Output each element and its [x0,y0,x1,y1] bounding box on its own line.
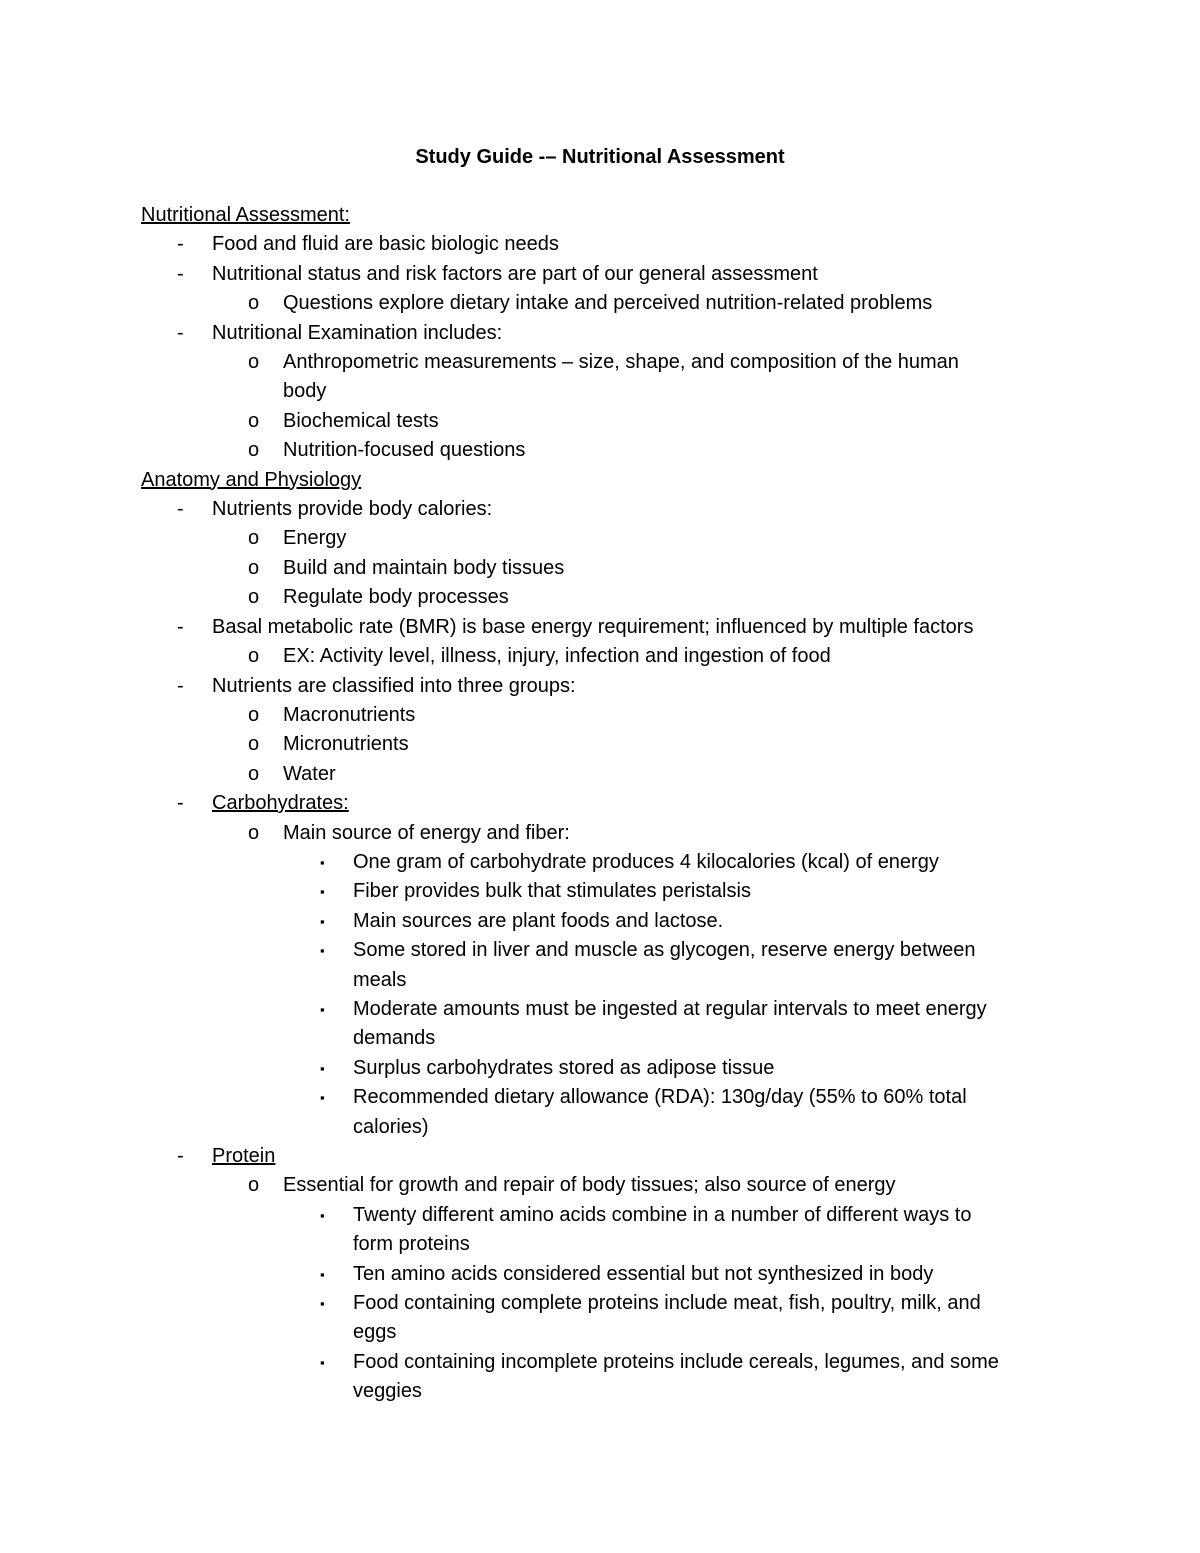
circle-bullet: o [248,527,260,550]
list-item-continuation [141,1377,1061,1406]
list-item-text: veggies [353,1380,422,1403]
list-item-text: Some stored in liver and muscle as glycogen, reserve energy between [353,939,976,962]
circle-bullet: o [248,292,260,315]
list-item [141,495,1061,524]
list-item-text: calories) [353,1115,429,1138]
section-heading-text: Nutritional Assessment: [141,204,350,226]
list-item-text: Ten amino acids considered essential but not synthesized in body [353,1262,934,1285]
list-item [141,819,1061,848]
list-item [141,613,1061,642]
list-item [141,730,1061,759]
dash-bullet: - [177,233,184,256]
list-item [141,936,1061,965]
list-item [141,319,1061,348]
list-item [141,407,1061,436]
circle-bullet: o [248,762,260,785]
list-item [141,760,1061,789]
list-item-text: eggs [353,1321,397,1344]
list-item-text: Anthropometric measurements – size, shape, and composition of the human [283,351,959,374]
square-bullet: ▪ [320,1207,325,1223]
circle-bullet: o [248,821,260,844]
list-item [141,877,1061,906]
list-item [141,583,1061,612]
square-bullet: ▪ [320,1090,325,1106]
list-item-text: Food containing complete proteins include meat, fish, poultry, milk, and [353,1292,981,1315]
list-item [141,1054,1061,1083]
list-item-text: Nutrients provide body calories: [212,498,493,521]
list-item [141,1348,1061,1377]
list-item [141,1260,1061,1289]
list-item-continuation [141,966,1061,995]
circle-bullet: o [248,409,260,432]
circle-bullet: o [248,586,260,609]
list-item [141,672,1061,701]
list-item-text: Recommended dietary allowance (RDA): 130g/day (55% to 60% total [353,1086,967,1109]
dash-bullet: - [177,321,184,344]
list-item [141,554,1061,583]
list-item [141,348,1061,377]
list-item-text: Build and maintain body tissues [283,556,565,579]
section-heading [141,466,1061,495]
list-item-text: Questions explore dietary intake and perceived nutrition-related problems [283,292,933,315]
list-item-text: Water [283,762,336,785]
square-bullet: ▪ [320,1296,325,1312]
list-item-text: Nutrition-focused questions [283,439,526,462]
dash-bullet: - [177,1145,184,1167]
list-item-text: Energy [283,527,347,550]
list-item-text: Fiber provides bulk that stimulates peristalsis [353,880,751,903]
list-item-text: Main sources are plant foods and lactose. [353,909,724,932]
list-item [141,524,1061,553]
list-item [141,1083,1061,1112]
list-item-text: Nutrients are classified into three groups: [212,674,576,697]
list-item-continuation [141,1024,1061,1053]
list-item-continuation [141,1230,1061,1259]
section-heading-text: Anatomy and Physiology [141,468,362,491]
list-item [141,260,1061,289]
list-item [141,789,1061,818]
circle-bullet: o [248,645,260,668]
list-item-text: demands [353,1027,436,1050]
list-item-text: body [283,380,327,403]
square-bullet: ▪ [320,913,325,929]
list-item-text: Nutritional Examination includes: [212,321,503,344]
outline-body [141,201,1061,1407]
list-item [141,642,1061,671]
list-item [141,436,1061,465]
dash-bullet: - [177,498,184,521]
circle-bullet: o [248,439,260,462]
list-item-text: Micronutrients [283,733,409,756]
list-item [141,995,1061,1024]
square-bullet: ▪ [320,1060,325,1076]
dash-bullet: - [177,674,184,697]
square-bullet: ▪ [320,854,325,870]
list-item-text: Essential for growth and repair of body tissues; also source of energy [283,1174,896,1197]
list-item-text: Nutritional status and risk factors are part of our general assessment [212,262,818,285]
list-item-text: meals [353,968,407,991]
circle-bullet: o [248,1174,260,1197]
list-item [141,1142,1061,1171]
list-item [141,1289,1061,1318]
square-bullet: ▪ [320,1001,325,1017]
list-item [141,1201,1061,1230]
list-item [141,1171,1061,1200]
circle-bullet: o [248,733,260,756]
square-bullet: ▪ [320,1266,325,1282]
circle-bullet: o [248,556,260,579]
dash-bullet: - [177,615,184,638]
list-item-text: Biochemical tests [283,409,439,432]
list-item-text: Basal metabolic rate (BMR) is base energy requirement; influenced by multiple factors [212,615,974,638]
list-item-text: form proteins [353,1233,470,1256]
list-item-text: Surplus carbohydrates stored as adipose tissue [353,1056,775,1079]
list-item-text: One gram of carbohydrate produces 4 kilocalories (kcal) of energy [353,850,939,873]
list-item-continuation [141,377,1061,406]
list-item-text: EX: Activity level, illness, injury, infection and ingestion of food [283,645,831,668]
list-item-text: Food containing incomplete proteins include cereals, legumes, and some [353,1350,999,1373]
page-title: Study Guide -– Nutritional Assessment [415,146,785,168]
subsection-heading-text: Carbohydrates: [212,792,349,815]
list-item-text: Food and fluid are basic biologic needs [212,233,559,256]
dash-bullet: - [177,262,184,285]
list-item [141,230,1061,259]
list-item [141,907,1061,936]
list-item-continuation [141,1318,1061,1347]
subsection-heading-text: Protein [212,1145,276,1167]
list-item-text: Moderate amounts must be ingested at regular intervals to meet energy [353,997,987,1020]
list-item-text: Main source of energy and fiber: [283,821,570,844]
list-item [141,289,1061,318]
dash-bullet: - [177,792,184,815]
circle-bullet: o [248,703,260,726]
section-heading [141,201,1061,230]
square-bullet: ▪ [320,884,325,900]
list-item-text: Macronutrients [283,703,416,726]
square-bullet: ▪ [320,1354,325,1370]
list-item-text: Regulate body processes [283,586,509,609]
list-item-continuation [141,1113,1061,1142]
list-item-text: Twenty different amino acids combine in a number of different ways to [353,1203,972,1226]
list-item [141,701,1061,730]
list-item [141,848,1061,877]
circle-bullet: o [248,351,260,374]
square-bullet: ▪ [320,943,325,959]
